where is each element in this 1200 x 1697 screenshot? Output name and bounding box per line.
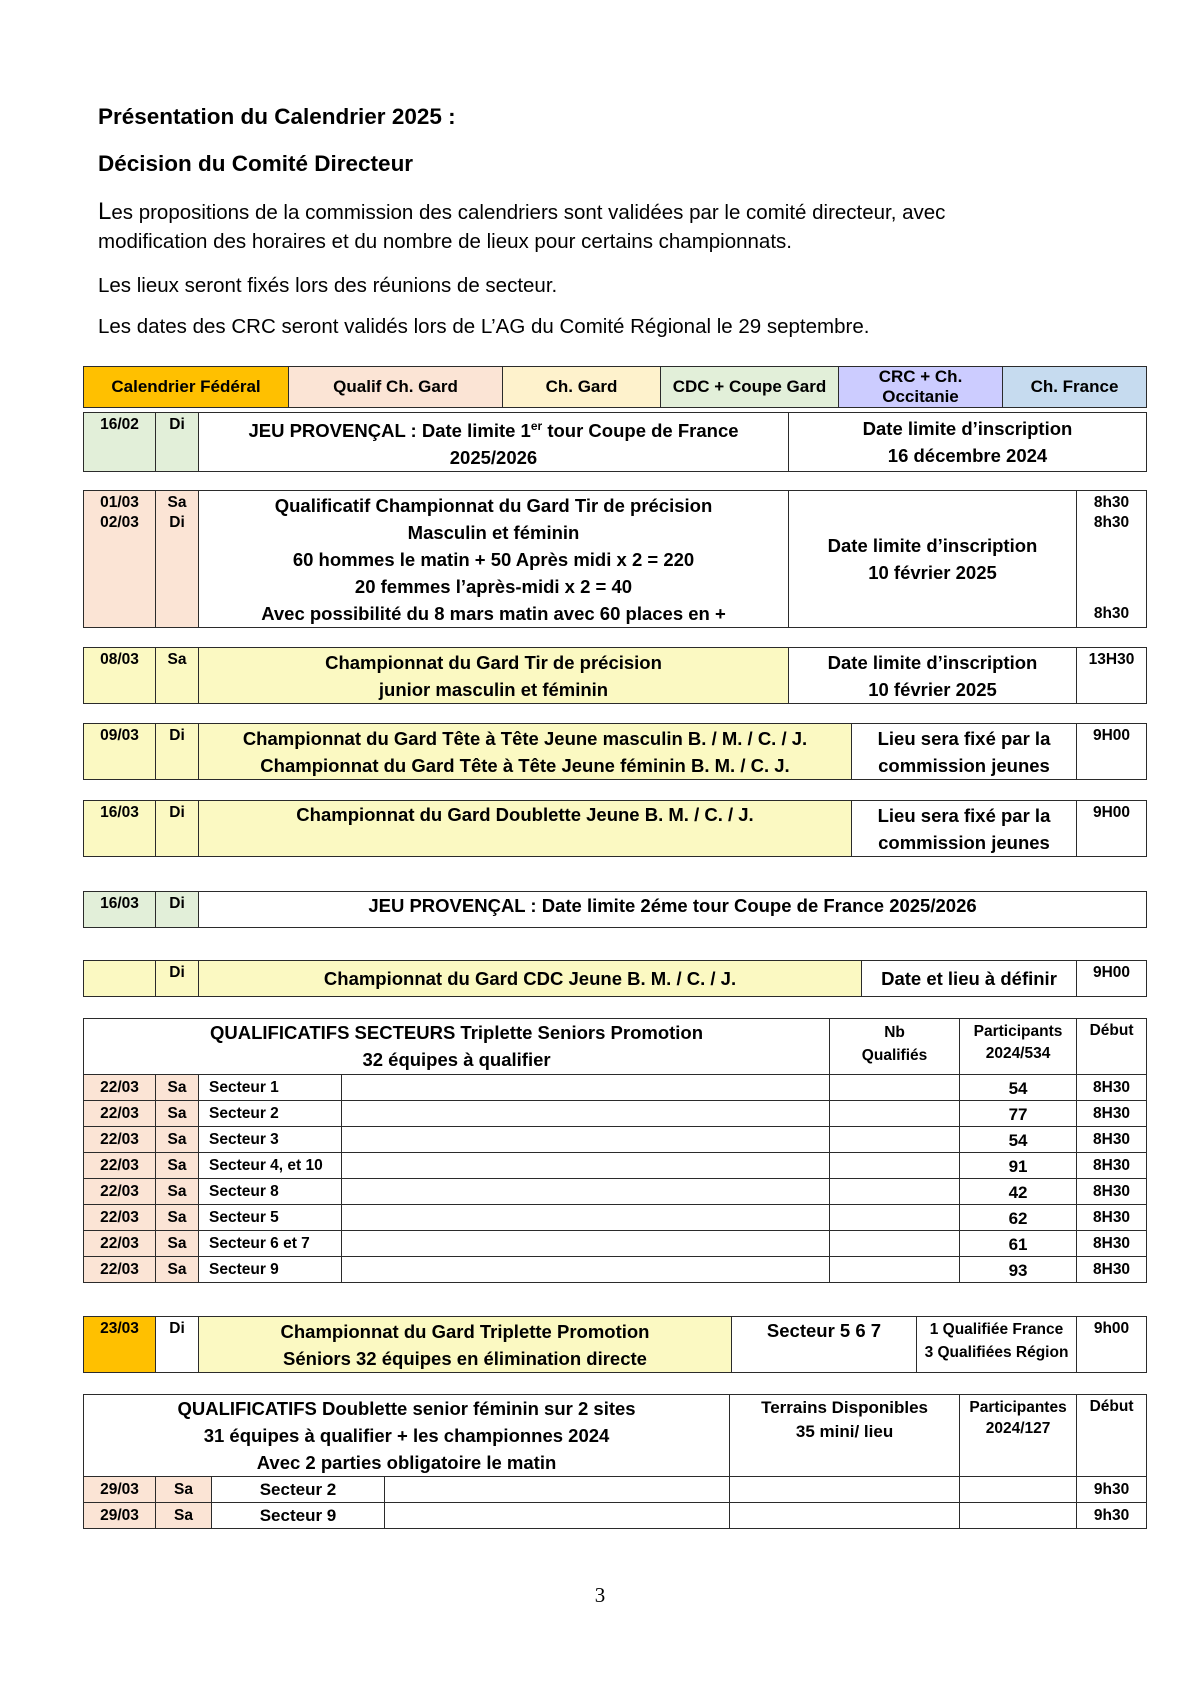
qualif-doublette-rows (84, 1477, 1147, 1529)
info-line2: 10 février 2025 (868, 562, 997, 583)
event-title (199, 1317, 732, 1373)
event-info (789, 491, 1077, 628)
qualif-secteurs-table (83, 1018, 1147, 1283)
event-triplette-promotion (83, 1316, 1147, 1373)
row-empty (342, 1257, 830, 1283)
qualified-line1: 1 Qualifiée France (929, 1321, 1064, 1338)
event-qualif-tir-precision (83, 490, 1147, 628)
row-time: 8H30 (1077, 1231, 1147, 1257)
table-row (84, 1101, 1147, 1127)
row-participantes (960, 1477, 1077, 1503)
info-line2: commission jeunes (878, 754, 1050, 776)
day-text: Di (169, 895, 185, 912)
row-time: 8H30 (1077, 1179, 1147, 1205)
row-date: 22/03 (84, 1101, 156, 1127)
col-participants (960, 1019, 1077, 1075)
event-jeu-provencal-2 (83, 891, 1147, 928)
paragraph-crc: Les dates des CRC seront validés lors de L’AG du Comité Régional le 29 septembre. (98, 315, 870, 338)
time-text: 9h00 (1093, 1320, 1130, 1337)
legend-qualif-gard: Qualif Ch. Gard (289, 367, 503, 408)
event-info: Secteur 5 6 7 (732, 1317, 917, 1373)
row-sector: Secteur 3 (199, 1127, 342, 1153)
table-row (84, 1477, 1147, 1503)
event-day (156, 648, 199, 704)
day-text: Di (169, 727, 185, 744)
day-text: Di (169, 804, 185, 821)
col-terrains (730, 1395, 960, 1477)
header-line1: Participants (973, 1023, 1063, 1040)
qualif-doublette-title (84, 1395, 730, 1477)
event-day (156, 961, 199, 997)
header-line2: 2024/127 (985, 1420, 1051, 1437)
event-day (156, 724, 199, 780)
legend-ch-gard: Ch. Gard (503, 367, 661, 408)
row-participants: 77 (960, 1101, 1077, 1127)
event-title: JEU PROVENÇAL : Date limite 2éme tour Coupe de France 2025/2026 (199, 892, 1147, 928)
event-info: Date et lieu à définir (862, 961, 1077, 997)
event-days (156, 491, 199, 628)
row-day: Sa (156, 1257, 199, 1283)
info-line2: commission jeunes (878, 831, 1050, 853)
row-time: 8H30 (1077, 1127, 1147, 1153)
row-empty (342, 1205, 830, 1231)
row-participants: 42 (960, 1179, 1077, 1205)
row-nb-qualifies (830, 1231, 960, 1257)
event-date (84, 648, 156, 704)
event-day (156, 892, 199, 928)
title-line2: junior masculin et féminin (378, 678, 609, 700)
date-text: 23/03 (100, 1320, 139, 1337)
time-text: 13H30 (1088, 651, 1135, 668)
row-participants: 62 (960, 1205, 1077, 1231)
row-time: 8H30 (1077, 1075, 1147, 1101)
title-part-b: tour Coupe de France (542, 420, 739, 442)
row-day: Sa (156, 1205, 199, 1231)
paragraph-lieux: Les lieux seront fixés lors des réunions de secteur. (98, 274, 558, 297)
event-title (199, 413, 789, 472)
event-time (1077, 724, 1147, 780)
date-text: 09/03 (100, 727, 139, 744)
row-nb-qualifies (830, 1205, 960, 1231)
day-text: Di (169, 416, 185, 433)
title-line1: Championnat du Gard Tête à Tête Jeune masculin B. / M. / C. / J. (242, 727, 808, 749)
title-line1 (199, 413, 788, 444)
info-line2: 10 février 2025 (868, 678, 997, 700)
header-line1: Participantes (969, 1399, 1067, 1416)
table-row (84, 1153, 1147, 1179)
row-date: 22/03 (84, 1153, 156, 1179)
row-sector: Secteur 1 (199, 1075, 342, 1101)
row-date: 22/03 (84, 1127, 156, 1153)
row-day: Sa (156, 1477, 212, 1503)
event-time (1077, 961, 1147, 997)
table-row (84, 1205, 1147, 1231)
header-line2: Qualifiés (861, 1047, 928, 1064)
event-date (84, 1317, 156, 1373)
title-line5: Avec possibilité du 8 mars matin avec 60 places en + (261, 602, 726, 624)
title-line1: Championnat du Gard Tir de précision (325, 651, 662, 673)
row-time: 9h30 (1077, 1503, 1147, 1529)
row-date: 22/03 (84, 1231, 156, 1257)
row-date: 22/03 (84, 1179, 156, 1205)
qualif-secteurs-rows (84, 1075, 1147, 1283)
row-empty (342, 1127, 830, 1153)
day-text: Di (169, 964, 185, 981)
event-time (1077, 801, 1147, 857)
info-line1: Date limite d’inscription (862, 418, 1073, 440)
legend-crc-occitanie: CRC + Ch. Occitanie (839, 367, 1003, 408)
heading-calendar: Présentation du Calendrier 2025 : (98, 104, 456, 129)
time-text: 9H00 (1092, 804, 1131, 821)
row-nb-qualifies (830, 1075, 960, 1101)
event-date (84, 413, 156, 472)
time-text: 8h30 (1093, 605, 1130, 622)
date-text: 01/03 (100, 494, 139, 511)
row-sector: Secteur 9 (212, 1503, 385, 1529)
row-terrains (730, 1503, 960, 1529)
event-title (199, 491, 789, 628)
title-line1: Qualificatif Championnat du Gard Tir de précision (274, 494, 713, 516)
event-info (789, 648, 1077, 704)
row-date: 29/03 (84, 1503, 156, 1529)
event-jeu-provencal-1 (83, 412, 1147, 472)
row-empty (342, 1231, 830, 1257)
event-info (852, 724, 1077, 780)
event-day (156, 801, 199, 857)
row-sector: Secteur 2 (212, 1477, 385, 1503)
row-participants: 54 (960, 1127, 1077, 1153)
date-text: 02/03 (100, 514, 139, 531)
row-terrains (730, 1477, 960, 1503)
event-date (84, 892, 156, 928)
title-line1: QUALIFICATIFS Doublette senior féminin sur 2 sites (177, 1398, 636, 1419)
row-participants: 93 (960, 1257, 1077, 1283)
title-line2: 31 équipes à qualifier + les championnes 2024 (203, 1425, 610, 1446)
day-text: Di (169, 514, 185, 531)
row-empty (342, 1075, 830, 1101)
row-date: 29/03 (84, 1477, 156, 1503)
row-date: 22/03 (84, 1075, 156, 1101)
row-day: Sa (156, 1153, 199, 1179)
row-participants: 54 (960, 1075, 1077, 1101)
legend-federal: Calendrier Fédéral (84, 367, 289, 408)
table-row (84, 1075, 1147, 1101)
row-nb-qualifies (830, 1153, 960, 1179)
title-line3: Avec 2 parties obligatoire le matin (256, 1452, 557, 1473)
event-ch-tir-precision-junior (83, 647, 1147, 704)
event-title: Championnat du Gard CDC Jeune B. M. / C. / J. (199, 961, 862, 997)
title-part-a: JEU PROVENÇAL : Date limite 1 (248, 420, 531, 442)
event-cdc-jeune (83, 960, 1147, 997)
row-sector: Secteur 2 (199, 1101, 342, 1127)
date-text: 16/03 (100, 895, 139, 912)
event-date (84, 724, 156, 780)
row-participantes (960, 1503, 1077, 1529)
table-row (84, 1503, 1147, 1529)
row-day: Sa (156, 1503, 212, 1529)
row-day: Sa (156, 1101, 199, 1127)
row-sector: Secteur 6 et 7 (199, 1231, 342, 1257)
row-empty (342, 1179, 830, 1205)
title-line2: Championnat du Gard Tête à Tête Jeune féminin B. M. / C. J. (260, 754, 790, 776)
day-text: Di (169, 1320, 185, 1337)
date-text: 08/03 (100, 651, 139, 668)
row-participants: 91 (960, 1153, 1077, 1179)
event-time (1077, 1317, 1147, 1373)
page-number: 3 (594, 1583, 606, 1607)
legend-table (83, 366, 1147, 408)
info-line1: Date limite d’inscription (827, 651, 1038, 673)
row-empty (342, 1101, 830, 1127)
qualif-secteurs-title (84, 1019, 830, 1075)
title-line1: Championnat du Gard Doublette Jeune B. M. / C. / J. (296, 804, 754, 825)
time-text: 9H00 (1092, 964, 1131, 981)
time-text: 9H00 (1092, 727, 1131, 744)
col-debut: Début (1077, 1395, 1147, 1477)
table-row (84, 1127, 1147, 1153)
legend-ch-france: Ch. France (1003, 367, 1147, 408)
row-date: 22/03 (84, 1205, 156, 1231)
event-date (84, 801, 156, 857)
event-date-empty (84, 961, 156, 997)
date-text: 16/02 (100, 416, 139, 433)
event-title (199, 648, 789, 704)
day-text: Sa (167, 651, 187, 668)
title-line2: Masculin et féminin (407, 521, 580, 543)
title-line3: 60 hommes le matin + 50 Après midi x 2 = 220 (292, 548, 695, 570)
title-line1: QUALIFICATIFS SECTEURS Triplette Seniors Promotion (210, 1022, 704, 1043)
paragraph-propositions-line2: modification des horaires et du nombre de lieux pour certains championnats. (98, 230, 792, 253)
heading-decision: Décision du Comité Directeur (98, 151, 414, 176)
title-line2: Séniors 32 équipes en élimination directe (283, 1347, 647, 1369)
col-debut: Début (1077, 1019, 1147, 1075)
row-time: 8H30 (1077, 1101, 1147, 1127)
time-text: 8h30 (1093, 514, 1130, 531)
title-line2: 32 équipes à qualifier (362, 1049, 551, 1070)
title-superscript: er (530, 419, 543, 433)
event-tete-a-tete-jeune (83, 723, 1147, 780)
date-text: 16/03 (100, 804, 139, 821)
header-line2: 2024/534 (985, 1045, 1051, 1062)
event-info (789, 413, 1147, 472)
row-sector: Secteur 9 (199, 1257, 342, 1283)
event-day (156, 413, 199, 472)
header-line1: Terrains Disponibles (761, 1398, 928, 1417)
header-line2: 35 mini/ lieu (795, 1422, 894, 1441)
row-time: 8H30 (1077, 1153, 1147, 1179)
header-line1: Nb (884, 1024, 905, 1041)
row-nb-qualifies (830, 1257, 960, 1283)
row-time: 8H30 (1077, 1257, 1147, 1283)
row-day: Sa (156, 1075, 199, 1101)
info-line2: 16 décembre 2024 (887, 445, 1048, 467)
table-row (84, 1179, 1147, 1205)
event-dates (84, 491, 156, 628)
col-participantes (960, 1395, 1077, 1477)
event-info (852, 801, 1077, 857)
row-date: 22/03 (84, 1257, 156, 1283)
qualif-doublette-table (83, 1394, 1147, 1529)
event-time (1077, 648, 1147, 704)
title-line2: 2025/2026 (449, 447, 538, 469)
paragraph-propositions-line1 (98, 198, 945, 226)
row-time: 9h30 (1077, 1477, 1147, 1503)
row-day: Sa (156, 1179, 199, 1205)
event-doublette-jeune (83, 800, 1147, 857)
row-time: 8H30 (1077, 1205, 1147, 1231)
row-nb-qualifies (830, 1179, 960, 1205)
day-text: Sa (167, 494, 187, 511)
info-line1: Lieu sera fixé par la (877, 804, 1051, 826)
row-nb-qualifies (830, 1127, 960, 1153)
info-line1: Lieu sera fixé par la (877, 727, 1051, 749)
drop-capital: L (98, 198, 112, 225)
title-line1: Championnat du Gard Triplette Promotion (280, 1320, 650, 1342)
row-empty (385, 1477, 730, 1503)
event-title (199, 801, 852, 857)
row-day: Sa (156, 1231, 199, 1257)
event-qualified (917, 1317, 1077, 1373)
row-sector: Secteur 4, et 10 (199, 1153, 342, 1179)
table-row (84, 1231, 1147, 1257)
legend-cdc-coupe: CDC + Coupe Gard (661, 367, 839, 408)
row-participants: 61 (960, 1231, 1077, 1257)
qualified-line2: 3 Qualifiées Région (924, 1344, 1069, 1361)
row-sector: Secteur 5 (199, 1205, 342, 1231)
time-text: 8h30 (1093, 494, 1130, 511)
paragraph-text: es propositions de la commission des calendriers sont validées par le comité directeur, avec (111, 201, 946, 224)
row-day: Sa (156, 1127, 199, 1153)
info-line1: Date limite d’inscription (827, 535, 1038, 556)
row-nb-qualifies (830, 1101, 960, 1127)
title-line4: 20 femmes l’après-midi x 2 = 40 (354, 575, 633, 597)
event-day (156, 1317, 199, 1373)
col-nb-qualifies (830, 1019, 960, 1075)
event-title (199, 724, 852, 780)
event-times (1077, 491, 1147, 628)
table-row (84, 1257, 1147, 1283)
row-empty (385, 1503, 730, 1529)
row-empty (342, 1153, 830, 1179)
row-sector: Secteur 8 (199, 1179, 342, 1205)
